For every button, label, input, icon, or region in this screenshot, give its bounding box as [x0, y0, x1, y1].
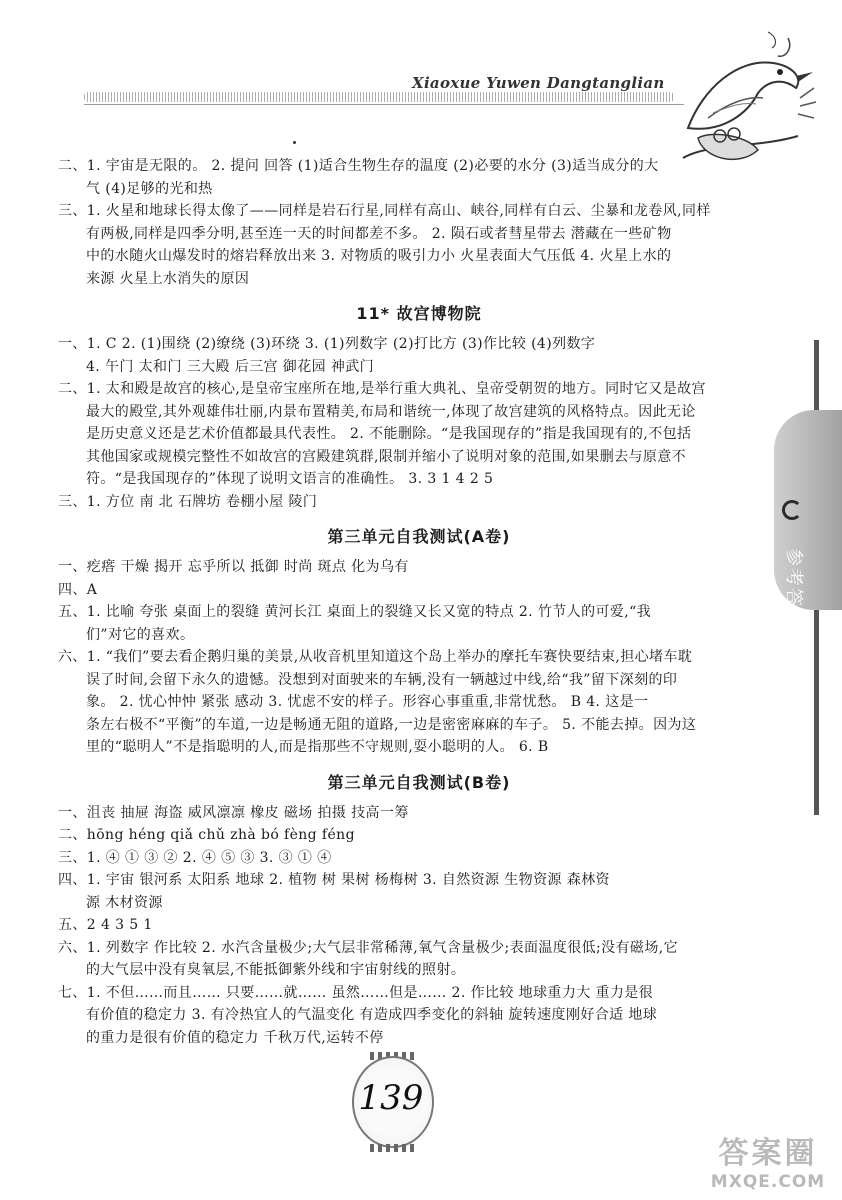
answer-line: 七、1. 不但……而且…… 只要……就…… 虽然……但是…… 2. 作比较 地球重力大 重力是很 [58, 984, 654, 1001]
answer-content [58, 155, 780, 1049]
header-title: Xiaoxue Yuwen Dangtanglian [412, 74, 665, 92]
section-title: 第三单元自我测试(B卷) [327, 772, 511, 792]
crescent-icon [782, 500, 802, 520]
answer-line: 的大气层中没有臭氧层,不能抵御紫外线和宇宙射线的照射。 [86, 962, 466, 978]
answer-line: 一、沮丧 抽屉 海盗 威风凛凛 橡皮 磁场 拍摄 技高一筹 [58, 804, 409, 821]
answer-line: 里的“聪明人”不是指聪明的人,而是指那些不守规则,耍小聪明的人。 6. B [86, 739, 549, 755]
header-decoration-band [84, 92, 674, 102]
answer-line: 是历史意义还是艺术价值都最具代表性。 2. 不能删除。“是我国现存的”指是我国现有的,不包括 [86, 426, 692, 442]
answer-line: 三、1. ④ ① ③ ② 2. ④ ⑤ ③ 3. ③ ① ④ [58, 849, 332, 866]
answer-line: 一、疙瘩 干燥 揭开 忘乎所以 抵御 时尚 斑点 化为乌有 [58, 559, 409, 575]
answer-line: 来源 火星上水消失的原因 [86, 270, 250, 287]
answer-line: 符。“是我国现存的”体现了说明文语言的准确性。 3. 3 1 4 2 5 [86, 471, 494, 487]
answer-line: 象。 2. 忧心忡忡 紧张 感动 3. 忧虑不安的样子。形容心事重重,非常忧愁。 B 4. 这是一 [86, 694, 649, 710]
answer-line: 中的水随火山爆发时的熔岩释放出来 3. 对物质的吸引力小 火星表面大气压低 4. 火星上水的 [86, 248, 672, 264]
badge-dashes-bottom [370, 1144, 414, 1152]
bird-illustration-icon [668, 18, 818, 178]
side-tab-label: 参考答案 [783, 548, 804, 628]
answer-line: 一、1. C 2. (1)围绕 (2)缭绕 (3)环绕 3. (1)列数字 (2)打比方 (3)作比较 (4)列数字 [58, 336, 596, 352]
answer-line: 条左右极不“平衡”的车道,一边是畅通无阻的道路,一边是密密麻麻的车子。 5. 不能去掉。因为这 [86, 716, 697, 733]
answer-line: 二、1. 宇宙是无限的。 2. 提问 回答 (1)适合生物生存的温度 (2)必要的水分 (3)适当成分的大 [58, 158, 659, 174]
answer-line: 们”对它的喜欢。 [86, 626, 195, 643]
answer-line: 五、1. 比喻 夸张 桌面上的裂缝 黄河长江 桌面上的裂缝又长又宽的特点 2. 竹节人的可爱,“我 [58, 604, 652, 620]
answer-line: 三、1. 方位 南 北 石牌坊 卷棚小屋 陵门 [58, 493, 318, 510]
answer-line: 四、A [58, 581, 98, 598]
answer-line: 二、hōng héng qiǎ chǔ zhà bó fèng féng [58, 827, 355, 843]
page-number: 139 [358, 1078, 424, 1118]
answer-line: 四、1. 宇宙 银河系 太阳系 地球 2. 植物 树 果树 杨梅树 3. 自然资源 生物资源 森林资 [58, 872, 610, 888]
answer-line: 有两极,同样是四季分明,甚至连一天的时间都差不多。 2. 陨石或者彗星带去 潜藏在一些矿物 [86, 225, 672, 242]
answer-line: 最大的殿堂,其外观雄伟壮丽,内景布置精美,布局和谐统一,体现了故宫建筑的风格特点。因此无论 [86, 403, 696, 420]
page-number-badge [352, 1050, 442, 1160]
answer-line: 五、2 4 3 5 1 [58, 917, 153, 933]
answer-line: 4. 午门 太和门 三大殿 后三宫 御花园 神武门 [86, 358, 375, 375]
answer-line: 三、1. 火星和地球长得太像了——同样是岩石行星,同样有高山、峡谷,同样有白云、尘暴和龙卷风,同样 [58, 203, 711, 219]
watermark-logo-text: 答案圈 [718, 1136, 818, 1171]
answer-line: 气 (4)足够的光和热 [86, 180, 213, 197]
watermark [708, 1128, 828, 1192]
answer-line: 六、1. 列数字 作比较 2. 水汽含量极少;大气层非常稀薄,氧气含量极少;表面温度很低;没有磁场,它 [58, 939, 678, 956]
answer-line: 的重力是很有价值的稳定力 千秋万代,运转不停 [86, 1029, 384, 1046]
answer-line: 有价值的稳定力 3. 有冷热宜人的气温变化 有造成四季变化的斜轴 旋转速度刚好合适 地球 [86, 1007, 658, 1023]
answer-line: 其他国家或规模完整性不如故宫的宫殿建筑群,限制并缩小了说明对象的范围,如果删去与原意不 [86, 448, 687, 465]
speck-mark [293, 141, 296, 144]
answer-line: 六、1. “我们”要去看企鹅归巢的美景,从收音机里知道这个岛上举办的摩托车赛快要结束,担心堵车耽 [58, 649, 693, 665]
watermark-url: MXQE.COM [710, 1172, 826, 1192]
section-title: 11* 故宫博物院 [356, 304, 482, 323]
answer-line: 误了时间,会留下永久的遗憾。没想到对面驶来的车辆,没有一辆越过中线,给“我”留下深刻的印 [86, 671, 678, 688]
answer-line: 二、1. 太和殿是故宫的核心,是皇帝宝座所在地,是举行重大典礼、皇帝受朝贺的地方。同时它又是故宫 [58, 381, 706, 397]
section-title: 第三单元自我测试(A卷) [327, 527, 511, 546]
header-rule [84, 104, 684, 105]
answer-line: 源 木材资源 [86, 894, 163, 911]
